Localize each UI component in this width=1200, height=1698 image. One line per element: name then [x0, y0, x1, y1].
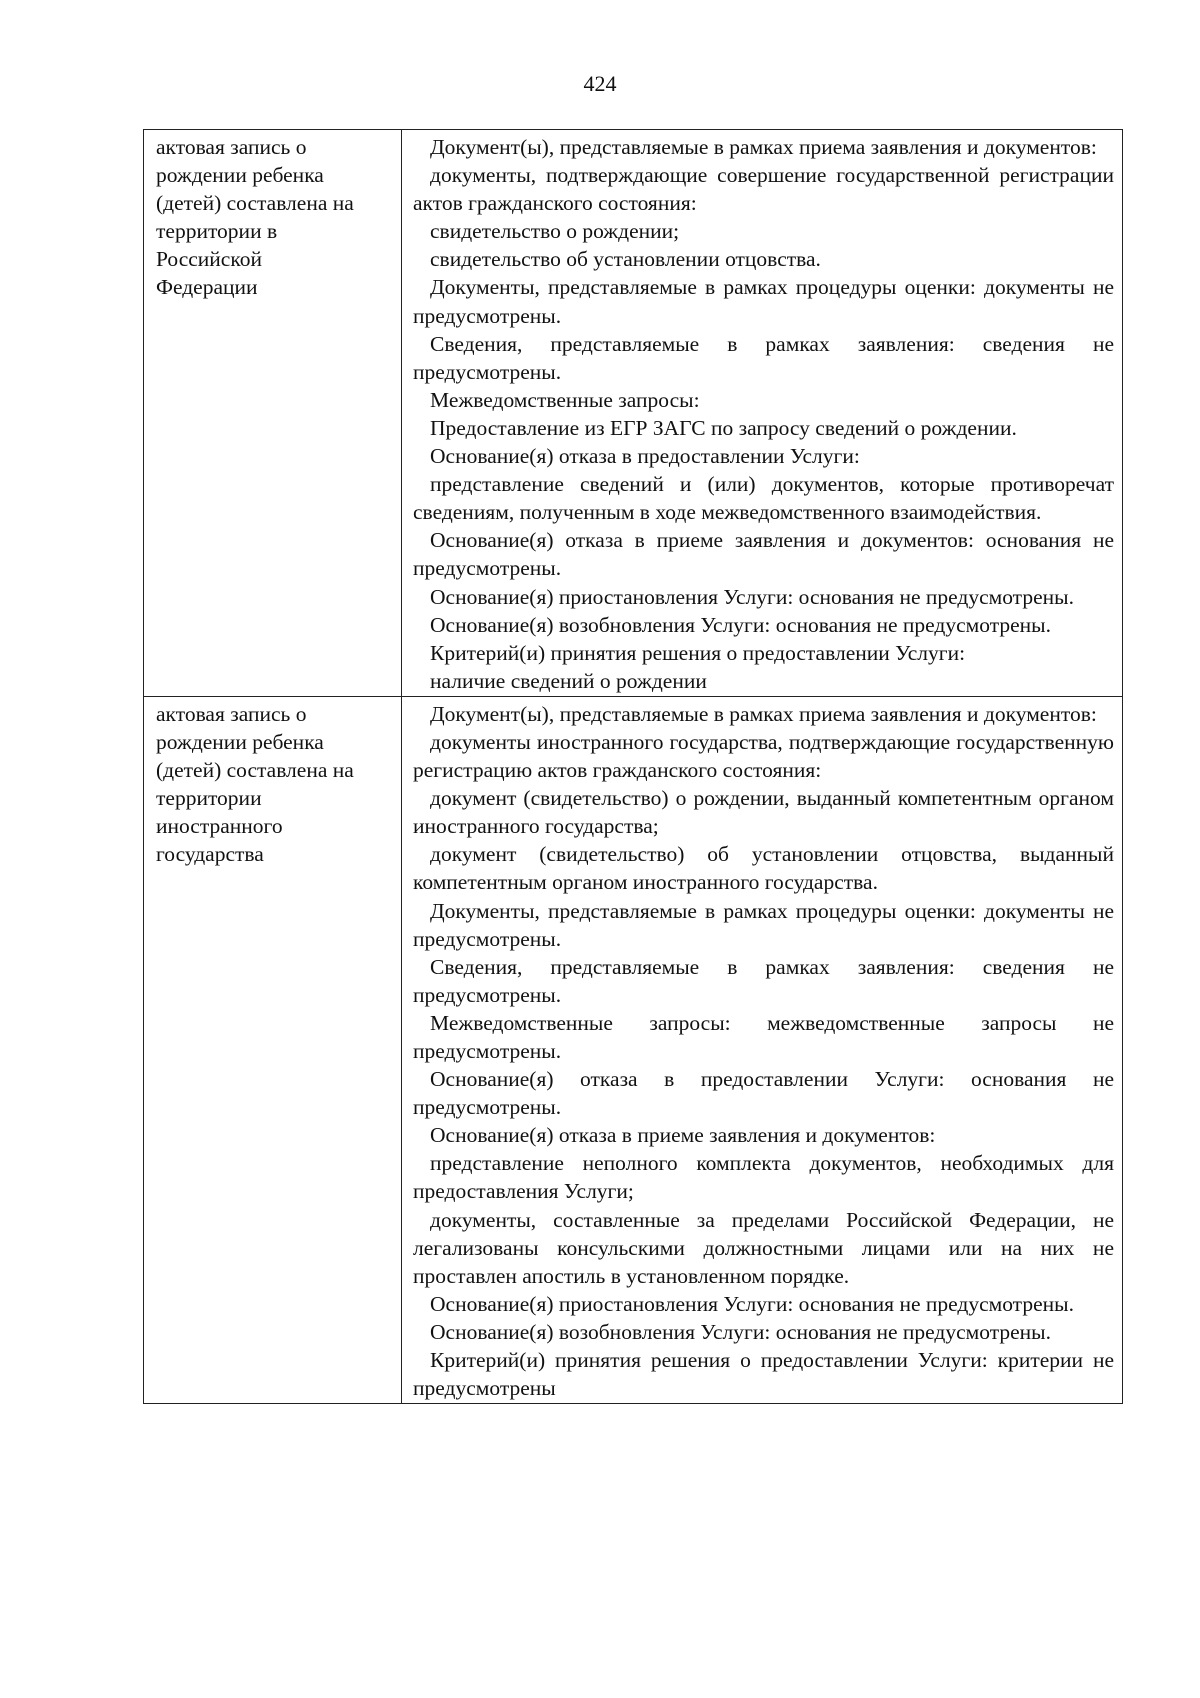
requirement-paragraph: Основание(я) отказа в приеме заявления и документов: основания не предусмотрены. — [413, 528, 1114, 581]
requirement-paragraph: Критерий(и) принятия решения о предоставлении Услуги: критерии не предусмотрены — [413, 1348, 1114, 1401]
requirement-paragraph: Сведения, представляемые в рамках заявления: сведения не предусмотрены. — [413, 331, 1114, 384]
condition-text-line: (детей) составлена на — [156, 758, 354, 783]
condition-cell — [144, 130, 402, 697]
requirement-paragraph: Документ(ы), представляемые в рамках приема заявления и документов: — [430, 701, 1097, 726]
condition-text-line: территории — [156, 786, 262, 811]
requirement-paragraph: Межведомственные запросы: межведомственные запросы не предусмотрены. — [413, 1010, 1114, 1063]
condition-text-line: иностранного — [156, 814, 283, 839]
service-conditions-table — [143, 129, 1123, 1404]
requirement-paragraph: Сведения, представляемые в рамках заявления: сведения не предусмотрены. — [413, 954, 1114, 1007]
requirement-paragraph: Основание(я) приостановления Услуги: основания не предусмотрены. — [430, 584, 1074, 609]
condition-text-line: государства — [156, 842, 264, 867]
condition-text-line: рождении ребенка — [156, 163, 324, 188]
requirement-paragraph: Основание(я) приостановления Услуги: основания не предусмотрены. — [430, 1291, 1074, 1316]
condition-cell — [144, 696, 402, 1403]
requirement-paragraph: Документы, представляемые в рамках процедуры оценки: документы не предусмотрены. — [413, 898, 1114, 951]
condition-text-line: Федерации — [156, 275, 258, 300]
requirement-paragraph: Основание(я) отказа в предоставлении Услуги: основания не предусмотрены. — [413, 1067, 1114, 1120]
condition-text-line: (детей) составлена на — [156, 191, 354, 216]
requirement-paragraph: наличие сведений о рождении — [430, 668, 707, 693]
requirements-cell — [402, 696, 1123, 1403]
table-row — [144, 696, 1123, 1403]
requirement-paragraph: Основание(я) отказа в предоставлении Услуги: — [430, 444, 860, 469]
requirement-paragraph: документы, подтверждающие совершение государственной регистрации актов гражданского состояния: — [413, 163, 1114, 216]
requirement-paragraph: Межведомственные запросы: — [430, 387, 700, 412]
condition-text-line: актовая запись о — [156, 135, 307, 159]
requirement-paragraph: представление сведений и (или) документов, которые противоречат сведениям, полученным в ходе межведомственного взаимодействия. — [413, 472, 1114, 525]
requirement-paragraph: Основание(я) отказа в приеме заявления и документов: — [430, 1123, 936, 1148]
condition-text-line: рождении ребенка — [156, 729, 324, 754]
requirement-paragraph: свидетельство об установлении отцовства. — [430, 247, 821, 272]
requirement-paragraph: документы, составленные за пределами Российской Федерации, не легализованы консульскими должностными лицами или на них не проставлен апостиль в установленном порядке. — [413, 1207, 1114, 1288]
condition-text-line: территории в — [156, 219, 278, 244]
requirement-paragraph: представление неполного комплекта документов, необходимых для предоставления Услуги; — [413, 1151, 1114, 1204]
requirement-paragraph: Основание(я) возобновления Услуги: основания не предусмотрены. — [430, 612, 1051, 637]
condition-text-line: Российской — [156, 247, 262, 272]
requirement-paragraph: документ (свидетельство) об установлении отцовства, выданный компетентным органом иностранного государства. — [413, 842, 1114, 895]
requirements-cell — [402, 130, 1123, 697]
requirement-paragraph: Документ(ы), представляемые в рамках приема заявления и документов: — [430, 135, 1097, 159]
requirement-paragraph: документ (свидетельство) о рождении, выданный компетентным органом иностранного государства; — [413, 786, 1114, 839]
requirement-paragraph: свидетельство о рождении; — [430, 219, 680, 244]
requirement-paragraph: Предоставление из ЕГР ЗАГС по запросу сведений о рождении. — [430, 415, 1017, 440]
requirement-paragraph: Критерий(и) принятия решения о предоставлении Услуги: — [430, 640, 966, 665]
requirement-paragraph: документы иностранного государства, подтверждающие государственную регистрацию актов гражданского состояния: — [413, 729, 1114, 783]
requirement-paragraph: Документы, представляемые в рамках процедуры оценки: документы не предусмотрены. — [413, 275, 1114, 328]
table-row — [144, 130, 1123, 697]
requirement-paragraph: Основание(я) возобновления Услуги: основания не предусмотрены. — [430, 1319, 1051, 1344]
page-number: 424 — [583, 71, 617, 96]
condition-text-line: актовая запись о — [156, 701, 307, 726]
